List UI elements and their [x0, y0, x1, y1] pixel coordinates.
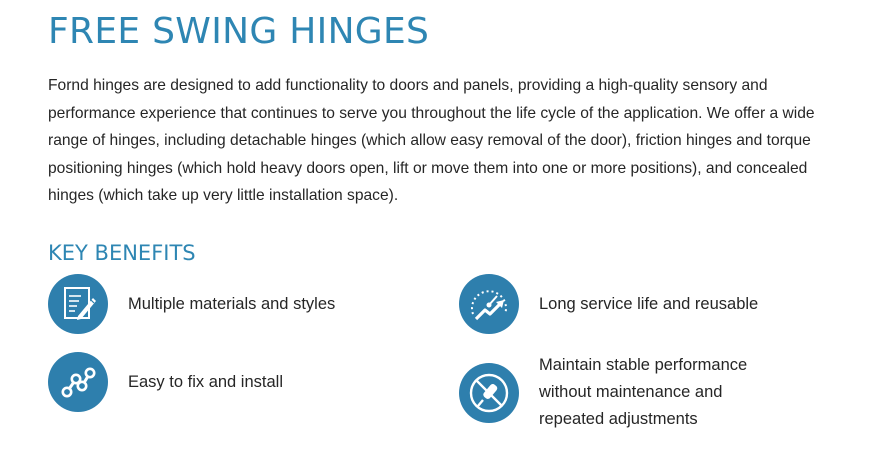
benefit-label: Maintain stable performance without maintenance and repeated adjustments: [539, 356, 748, 428]
intro-paragraph: Fornd hinges are designed to add functionality to doors and panels, providing a high-quality sensory and performance experience that continues to serve you throughout the life cycle of the application. We offer a wide range of hinges, including detachable hinges (which allow easy removal of the door), friction hinges and torque positioning hinges (which hold heavy doors open, lift or move them into one or more positions), and concealed hinges (which take up very little installation space).: [48, 77, 815, 204]
benefit-label: Easy to fix and install: [128, 372, 283, 391]
benefit-item-easy-install: [48, 352, 283, 412]
page-title: FREE SWING HINGES: [48, 11, 430, 52]
document-pencil-icon: [48, 274, 108, 334]
benefit-item-service-life: [459, 274, 758, 334]
connected-nodes-icon: [48, 352, 108, 412]
benefit-item-no-maintenance: [459, 352, 779, 433]
gauge-trend-icon: [459, 274, 519, 334]
benefit-item-materials: [48, 274, 335, 334]
content: [48, 0, 848, 266]
benefit-label: Long service life and reusable: [539, 294, 759, 313]
no-tools-icon: [459, 363, 519, 423]
benefit-label: Multiple materials and styles: [128, 294, 336, 313]
key-benefits-title: KEY BENEFITS: [48, 240, 196, 265]
